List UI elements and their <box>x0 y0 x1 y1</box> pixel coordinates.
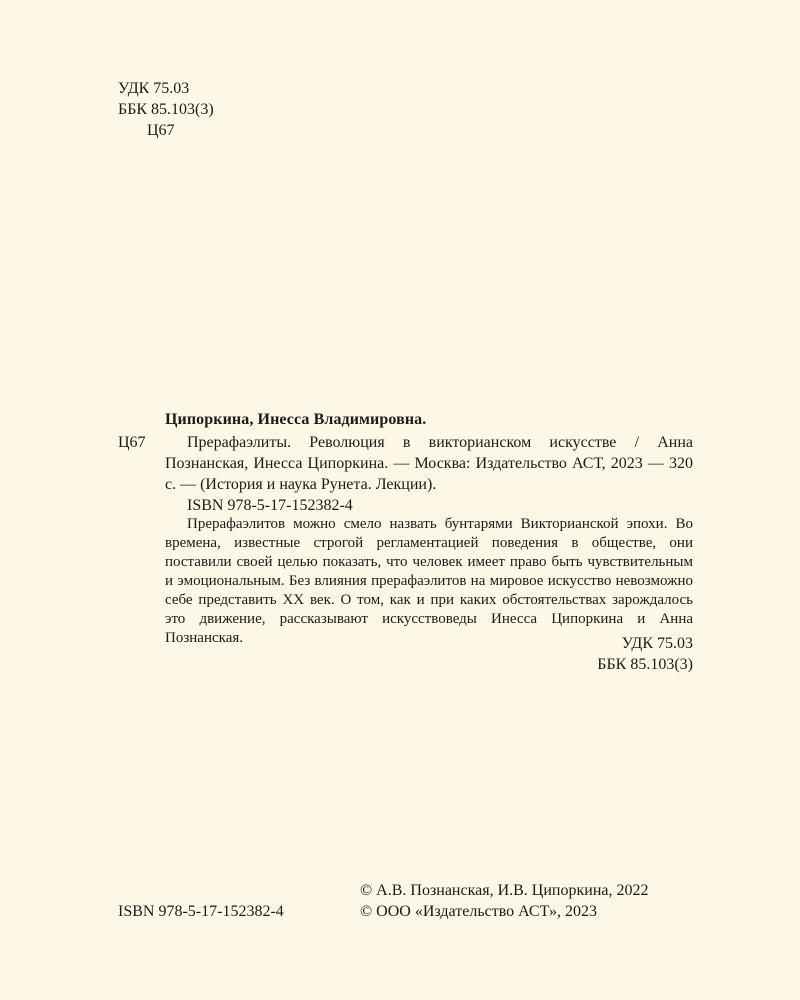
author-code: Ц67 <box>118 434 146 451</box>
copyright-publisher: © ООО «Издательство АСТ», 2023 <box>360 903 597 920</box>
copyright-authors: © А.В. Познанская, И.В. Ципоркина, 2022 <box>360 882 649 899</box>
author-code-top: Ц67 <box>147 122 175 139</box>
author-name: Ципоркина, Инесса Владимировна. <box>165 411 427 428</box>
bibliographic-description-block <box>165 432 693 495</box>
annotation: Прерафаэлитов можно смело назвать бунтарями Викторианской эпохи. Во времена, известные строгой регламентацией поведения в обществе, они поставили своей целью показать, что человек имеет право быть чувствительным и эмоциональным. Без влияния прерафаэлитов на мировое искусство невозможно себе представить XX век. О том, как и при каких обстоятельствах зарождалось это движение, рассказывают искусствоведы Инесса Ципоркина и Анна Познанская. <box>165 516 693 646</box>
isbn-bottom: ISBN 978-5-17-152382-4 <box>118 903 284 920</box>
bibliographic-description: Прерафаэлиты. Революция в викторианском искусстве / Анна Познанская, Инесса Ципоркина. — Москва: Издательство АСТ, 2023 — 320 с. — (История и наука Рунета. Лекции). <box>165 434 693 493</box>
isbn-record: ISBN 978-5-17-152382-4 <box>187 497 353 514</box>
udk-record: УДК 75.03 <box>621 635 693 652</box>
udk-top: УДК 75.03 <box>118 80 190 97</box>
bbk-record: ББК 85.103(3) <box>597 656 693 673</box>
bbk-top: ББК 85.103(3) <box>118 101 214 118</box>
